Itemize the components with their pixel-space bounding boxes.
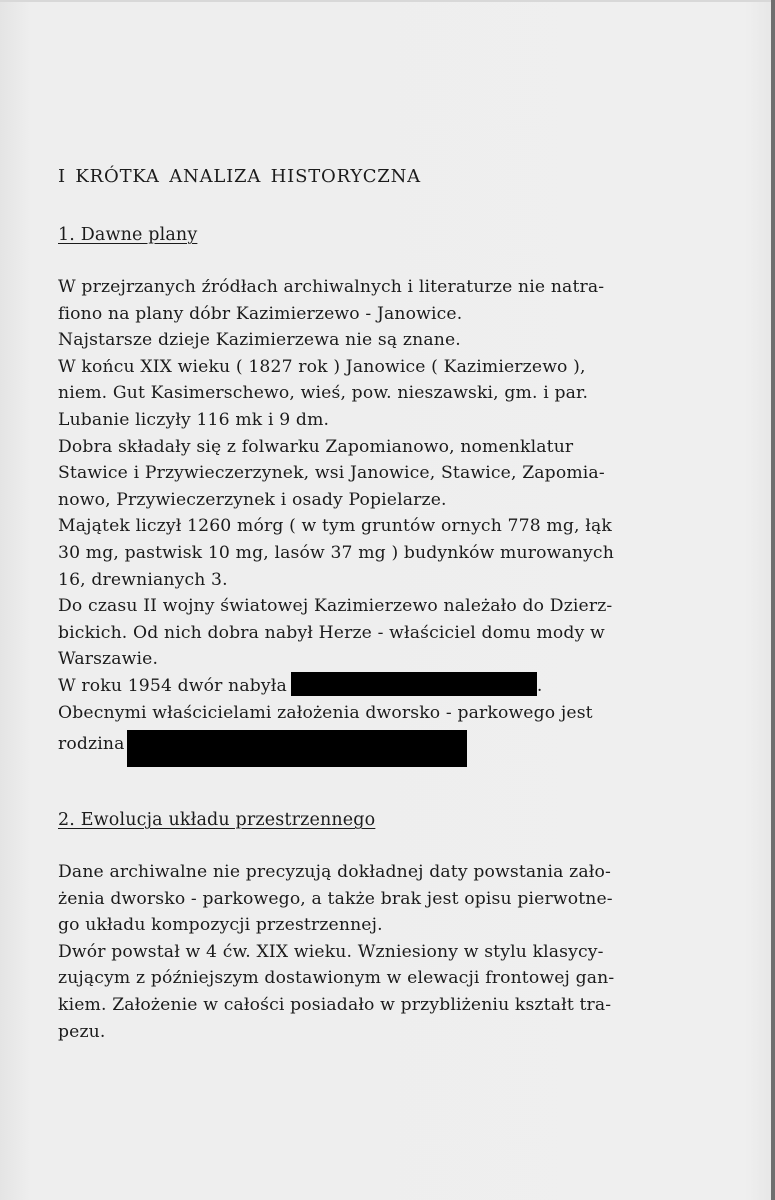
section-heading-dawne-plany: 1. Dawne plany <box>58 225 198 245</box>
text-line: pezu. <box>58 1021 106 1042</box>
text-line: 16, drewnianych 3. <box>58 569 228 590</box>
text-line: zującym z późniejszym dostawionym w elewacji frontowej gan- <box>58 968 615 989</box>
text-line: Najstarsze dzieje Kazimierzewa nie są znane. <box>58 330 461 351</box>
section-2-paragraph <box>58 859 718 1045</box>
text-line: Obecnymi właścicielami założenia dworsko - parkowego jest <box>58 702 593 723</box>
text-line-1954-suffix: . <box>536 675 543 696</box>
text-line: Stawice i Przywieczerzynek, wsi Janowice, Stawice, Zapomia- <box>58 463 605 484</box>
text-line: kiem. Założenie w całości posiadało w przybliżeniu kształt tra- <box>58 994 612 1015</box>
section-1-paragraph <box>58 274 718 753</box>
text-line: Dane archiwalne nie precyzują dokładnej daty powstania zało- <box>58 862 611 882</box>
text-line: Dobra składały się z folwarku Zapomianowo, nomenklatur <box>58 436 574 457</box>
text-line-family <box>58 726 718 753</box>
text-line: Majątek liczył 1260 mórg ( w tym gruntów ornych 778 mg, łąk <box>58 516 612 537</box>
text-line: Warszawie. <box>58 649 159 670</box>
text-line-family-prefix: rodzina <box>58 734 125 755</box>
text-line: nowo, Przywieczerzynek i osady Popielarze. <box>58 489 447 510</box>
text-line: W końcu XIX wieku ( 1827 rok ) Janowice ( Kazimierzewo ), <box>58 356 586 377</box>
document-title: I KRÓTKA ANALIZA HISTORYCZNA <box>58 166 421 187</box>
page-top-edge <box>0 0 775 2</box>
text-line: niem. Gut Kasimerschewo, wieś, pow. nieszawski, gm. i par. <box>58 383 589 404</box>
text-line: Dwór powstał w 4 ćw. XIX wieku. Wzniesiony w stylu klasycy- <box>58 941 604 962</box>
text-line: żenia dworsko - parkowego, a także brak jest opisu pierwotne- <box>58 888 613 909</box>
text-line: bickich. Od nich dobra nabył Herze - właściciel domu mody w <box>58 622 605 643</box>
redaction-bar <box>291 672 537 696</box>
text-line: Do czasu II wojny światowej Kazimierzewo należało do Dzierz- <box>58 596 613 617</box>
text-line: fiono na plany dóbr Kazimierzewo - Janowice. <box>58 303 463 324</box>
section-heading-ewolucja: 2. Ewolucja układu przestrzennego <box>58 810 376 830</box>
text-line-1954 <box>58 673 718 700</box>
redaction-bar <box>127 730 467 767</box>
text-line: W przejrzanych źródłach archiwalnych i literaturze nie natra- <box>58 277 605 297</box>
text-line: 30 mg, pastwisk 10 mg, lasów 37 mg ) budynków murowanych <box>58 542 614 563</box>
text-line: Lubanie liczyły 116 mk i 9 dm. <box>58 409 330 430</box>
text-line-1954-prefix: W roku 1954 dwór nabyła <box>58 675 287 696</box>
text-line: go układu kompozycji przestrzennej. <box>58 915 383 936</box>
page-right-edge <box>771 0 775 1200</box>
